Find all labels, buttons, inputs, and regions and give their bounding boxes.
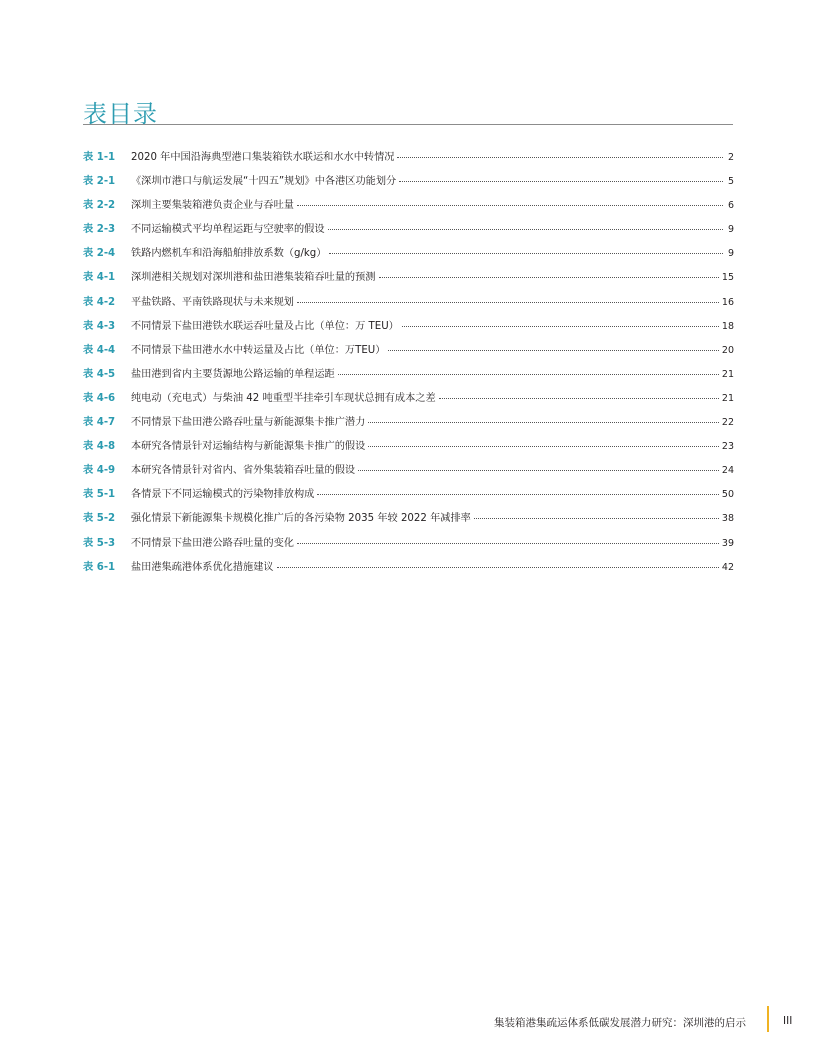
toc-entry-page-number: 2 [727, 152, 734, 163]
toc-dot-leader [328, 229, 723, 230]
toc-entry-title: 平盐铁路、平南铁路现状与未来规划 [131, 296, 294, 308]
toc-entry-title: 深圳主要集装箱港负责企业与吞吐量 [131, 200, 294, 212]
toc-entry-label: 表 4-6 [83, 392, 116, 404]
toc-dot-leader [402, 326, 719, 327]
toc-dot-leader [358, 470, 719, 471]
toc-entry-page-number: 16 [721, 296, 734, 308]
toc-entry-page-number: 20 [721, 344, 734, 356]
toc-entry[interactable] [83, 148, 734, 172]
toc-entry-title: 《深圳市港口与航运发展“十四五”规划》中各港区功能划分 [131, 176, 397, 188]
toc-dot-leader [317, 494, 719, 495]
toc-entry-page-number: 9 [727, 248, 734, 260]
toc-dot-leader [379, 277, 719, 278]
toc-entry-title: 本研究各情景针对省内、省外集装箱吞吐量的假设 [131, 465, 356, 477]
toc-dot-leader [297, 205, 723, 206]
toc-entry-label: 表 5-1 [83, 489, 116, 501]
toc-entry-label: 表 1-1 [83, 152, 116, 163]
toc-entry-page-number: 5 [727, 176, 734, 188]
toc-entry-page-number: 23 [721, 441, 734, 453]
toc-entry[interactable] [83, 461, 734, 485]
page-title: 表目录 [83, 100, 158, 129]
toc-entry[interactable] [83, 509, 734, 533]
toc-entry-label: 表 2-4 [83, 248, 116, 260]
toc-dot-leader [388, 350, 718, 351]
toc-entry[interactable] [83, 437, 734, 461]
toc-entry[interactable] [83, 293, 734, 317]
toc-entry-page-number: 22 [721, 417, 734, 429]
toc-entry-label: 表 4-8 [83, 441, 116, 453]
toc-entry[interactable] [83, 389, 734, 413]
toc-entry-label: 表 2-2 [83, 200, 116, 212]
toc-entry-label: 表 4-1 [83, 272, 116, 284]
toc-dot-leader [297, 302, 719, 303]
toc-dot-leader [277, 567, 719, 568]
toc-entry-page-number: 15 [721, 272, 734, 284]
toc-entry-title: 盐田港集疏港体系优化措施建议 [131, 561, 274, 573]
toc-entry-label: 表 4-2 [83, 296, 116, 308]
toc-entry-title: 强化情景下新能源集卡规模化推广后的各污染物 2035 年较 2022 年减排率 [131, 513, 471, 525]
toc-entry[interactable] [83, 413, 734, 437]
toc-entry[interactable] [83, 317, 734, 341]
toc-entry[interactable] [83, 534, 734, 558]
toc-entry-title: 铁路内燃机车和沿海船舶排放系数（g/kg） [131, 248, 327, 260]
toc-dot-leader [474, 518, 719, 519]
toc-entry-label: 表 4-7 [83, 417, 116, 429]
toc-entry-page-number: 21 [721, 392, 734, 404]
toc-dot-leader [297, 543, 719, 544]
toc-dot-leader [397, 157, 723, 158]
toc-entry-title: 不同情景下盐田港公路吞吐量与新能源集卡推广潜力 [131, 417, 366, 429]
toc-entry-label: 表 5-3 [83, 537, 116, 549]
footer-accent-bar [767, 1006, 769, 1032]
toc-dot-leader [399, 181, 723, 182]
title-divider [83, 124, 733, 125]
toc-entry-page-number: 6 [727, 200, 734, 212]
toc-entry-title: 纯电动（充电式）与柴油 42 吨重型半挂牵引车现状总拥有成本之差 [131, 392, 436, 404]
toc-entry-page-number: 38 [721, 513, 734, 525]
toc-entry-page-number: 50 [721, 489, 734, 501]
toc-entry[interactable] [83, 268, 734, 292]
toc-dot-leader [338, 374, 719, 375]
footer-page-number: III [783, 1015, 793, 1027]
toc-entry-page-number: 9 [727, 224, 734, 236]
toc-entry-title: 2020 年中国沿海典型港口集装箱铁水联运和水水中转情况 [131, 152, 395, 163]
toc-dot-leader [439, 398, 719, 399]
toc-entry-title: 不同情景下盐田港公路吞吐量的变化 [131, 537, 294, 549]
toc-entry-label: 表 4-3 [83, 320, 116, 332]
toc-entry-page-number: 39 [721, 537, 734, 549]
toc-dot-leader [368, 446, 719, 447]
toc-entry-page-number: 42 [721, 561, 734, 573]
toc-entry-label: 表 2-3 [83, 224, 116, 236]
toc-entry[interactable] [83, 485, 734, 509]
toc-entry-title: 不同情景下盐田港水水中转运量及占比（单位：万TEU） [131, 344, 386, 356]
toc-entry[interactable] [83, 196, 734, 220]
toc-entry-label: 表 2-1 [83, 176, 116, 188]
table-of-contents-list [83, 148, 734, 582]
toc-entry-label: 表 4-9 [83, 465, 116, 477]
toc-entry-title: 深圳港相关规划对深圳港和盐田港集装箱吞吐量的预测 [131, 272, 376, 284]
toc-entry-page-number: 18 [721, 320, 734, 332]
toc-entry-page-number: 21 [721, 368, 734, 380]
toc-entry[interactable] [83, 341, 734, 365]
toc-entry-label: 表 6-1 [83, 561, 116, 573]
toc-dot-leader [329, 253, 723, 254]
toc-entry-title: 各情景下不同运输模式的污染物排放构成 [131, 489, 315, 501]
toc-entry-label: 表 5-2 [83, 513, 116, 525]
footer-report-title: 集装箱港集疏运体系低碳发展潜力研究：深圳港的启示 [494, 1017, 746, 1029]
toc-entry-title: 不同运输模式平均单程运距与空驶率的假设 [131, 224, 325, 236]
toc-dot-leader [368, 422, 719, 423]
toc-entry[interactable] [83, 172, 734, 196]
toc-entry-title: 不同情景下盐田港铁水联运吞吐量及占比（单位：万 TEU） [131, 320, 399, 332]
toc-entry-label: 表 4-5 [83, 368, 116, 380]
toc-entry-label: 表 4-4 [83, 344, 116, 356]
toc-entry-title: 本研究各情景针对运输结构与新能源集卡推广的假设 [131, 441, 366, 453]
toc-entry[interactable] [83, 220, 734, 244]
toc-entry[interactable] [83, 365, 734, 389]
toc-entry[interactable] [83, 558, 734, 582]
toc-entry[interactable] [83, 244, 734, 268]
toc-entry-title: 盐田港到省内主要货源地公路运输的单程运距 [131, 368, 335, 380]
toc-entry-page-number: 24 [721, 465, 734, 477]
